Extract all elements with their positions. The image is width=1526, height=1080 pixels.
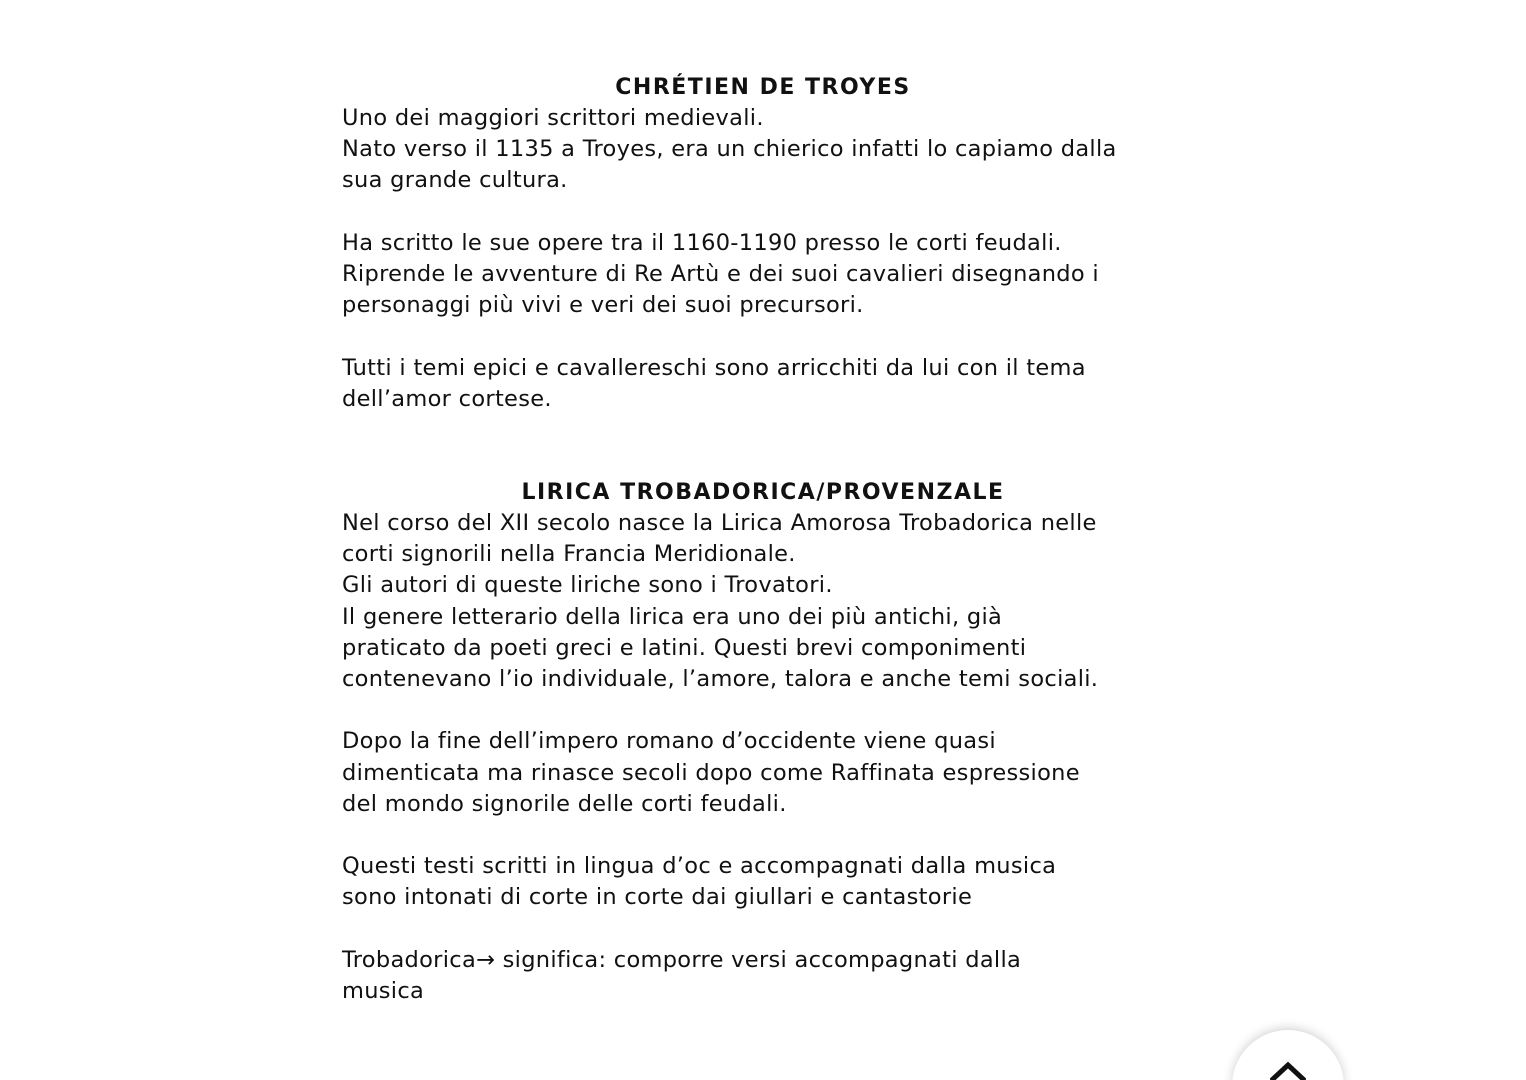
paragraph-line: Riprende le avventure di Re Artù e dei suoi cavalieri disegnando i [342,261,1099,287]
paragraph-line: personaggi più vivi e veri dei suoi precursori. [342,292,864,319]
paragraph-line: dell’amor cortese. [342,385,552,412]
document-page [342,72,1202,1007]
paragraph-line: Ha scritto le sue opere tra il 1160-1190 presso le corti feudali. [342,229,1062,256]
paragraph-line: musica [342,978,425,1004]
paragraph-line: sono intonati di corte in corte dai giullari e cantastorie [342,884,973,911]
paragraph-gap [342,197,1202,228]
paragraph-line: Trobadorica→ significa: comporre versi accompagnati dalla [342,946,1022,973]
section-title-lirica: LIRICA TROBADORICA/PROVENZALE [521,480,1005,505]
paragraph-line: dimenticata ma rinasce secoli dopo come Raffinata espressione [342,759,1080,786]
paragraph-line: Il genere letterario della lirica era uno dei più antichi, già [342,603,1003,630]
paragraph-line: Dopo la fine dell’impero romano d’occidente viene quasi [342,728,996,755]
paragraph-gap [342,321,1202,352]
paragraph-line: contenevano l’io individuale, l’amore, talora e anche temi sociali. [342,666,1099,693]
paragraph-line: del mondo signorile delle corti feudali. [342,790,787,817]
paragraph-line: Nato verso il 1135 a Troyes, era un chierico infatti lo capiamo dalla [342,136,1117,163]
section-gap [342,415,1202,477]
paragraph-line: praticato da poeti greci e latini. Questi brevi componimenti [342,634,1027,661]
paragraph-line: sua grande cultura. [342,167,568,194]
paragraph-gap [342,820,1202,851]
paragraph-gap [342,914,1202,945]
chevron-up-icon [1270,1060,1306,1080]
scroll-to-top-button[interactable] [1232,1030,1344,1080]
paragraph-gap [342,695,1202,726]
section-title-chretien: CHRÉTIEN DE TROYES [615,75,911,100]
paragraph-line: Questi testi scritti in lingua d’oc e accompagnati dalla musica [342,853,1057,880]
paragraph-line: corti signorili nella Francia Meridionale. [342,541,796,568]
paragraph-line: Uno dei maggiori scrittori medievali. [342,105,764,131]
paragraph-line: Gli autori di queste liriche sono i Trovatori. [342,572,833,599]
paragraph-line: Tutti i temi epici e cavallereschi sono arricchiti da lui con il tema [342,354,1086,381]
paragraph-line: Nel corso del XII secolo nasce la Lirica Amorosa Trobadorica nelle [342,510,1097,536]
